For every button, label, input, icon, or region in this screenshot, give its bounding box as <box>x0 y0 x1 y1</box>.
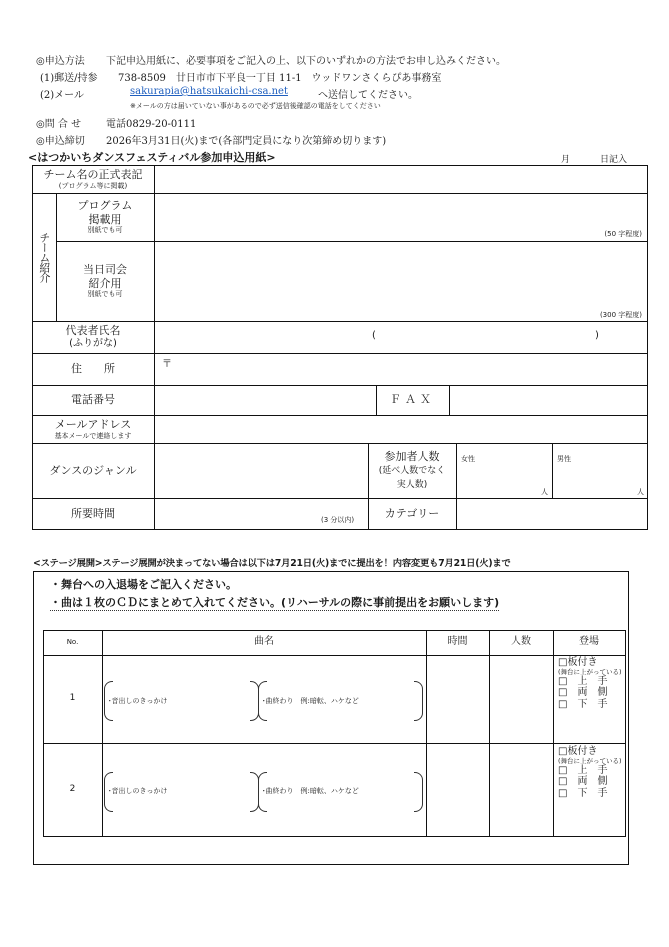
cue-end: ･曲終わり 例:暗転、ハケなど <box>262 697 359 705</box>
program-label-cell <box>56 193 154 241</box>
program-intro-field[interactable] <box>156 195 646 239</box>
entry-side-checkbox[interactable]: □ 両 側 <box>558 776 608 788</box>
cue-start: ･音出しのきっかけ <box>108 787 168 795</box>
method-text: 下記申込用紙に、必要事項をご記入の上、以下のいずれかの方法でお申し込みください。 <box>106 56 506 67</box>
form-title: <はつかいちダンスフェスティバル参加申込用紙> <box>28 151 276 164</box>
month-label: 月 <box>561 155 571 165</box>
mc-label-cell <box>56 241 154 321</box>
method-label: ◎申込方法 <box>36 56 85 67</box>
participants-sub-2: 実人数) <box>396 479 428 490</box>
team-name-label: チーム名の正式表記 <box>43 167 143 181</box>
rep-sub: (ふりがな) <box>69 337 117 349</box>
entry-note: (舞台に上がっている) <box>558 667 622 676</box>
male-label: 男性 <box>557 455 571 463</box>
bracket-right <box>414 772 423 812</box>
stage-col-divider <box>553 630 554 837</box>
time-field[interactable] <box>428 745 487 834</box>
col-divider <box>154 165 155 530</box>
participants-sub-1: (延べ人数でなく <box>378 466 446 477</box>
mc-sub: 別紙でも可 <box>87 290 123 299</box>
male-unit: 人 <box>637 488 644 496</box>
day-label: 日記入 <box>600 155 628 165</box>
cue-start: ･音出しのきっかけ <box>108 697 168 705</box>
mail-suffix: へ送信してください。 <box>318 90 418 101</box>
mc-limit: (300 字程度) <box>599 311 642 319</box>
col-header-time: 時間 <box>447 636 468 648</box>
duration-limit: (3 分以内) <box>321 516 355 524</box>
genre-label-cell <box>32 443 154 498</box>
col-header-song: 曲名 <box>254 636 274 648</box>
category-label-cell <box>368 498 456 530</box>
col-divider <box>449 385 450 415</box>
email-field[interactable] <box>156 417 646 441</box>
team-intro-label: チーム紹介 <box>37 232 51 282</box>
col-header-entry: 登場 <box>579 636 599 648</box>
program-sub: 別紙でも可 <box>87 226 123 235</box>
stage-row-divider <box>43 655 626 656</box>
cue-end: ･曲終わり 例:暗転、ハケなど <box>262 787 359 795</box>
entry-options <box>558 746 622 799</box>
mail-address-link[interactable]: sakurapia@hatsukaichi-csa.net <box>130 86 288 97</box>
phone-label-cell <box>32 385 154 415</box>
people-field[interactable] <box>491 745 551 834</box>
team-name-sub: (プログラム等に掲載) <box>58 181 128 190</box>
entry-option-board-checkbox[interactable]: □板付き <box>558 657 598 668</box>
mc-label-2: 紹介用 <box>88 276 122 290</box>
people-field[interactable] <box>491 657 551 741</box>
time-field[interactable] <box>428 657 487 741</box>
email-sub: 基本メールで連絡します <box>54 431 132 440</box>
post-text: 738-8509 廿日市市下平良一丁目 11-1 ウッドワンさくらぴあ事務室 <box>118 73 442 84</box>
address-field[interactable] <box>156 355 646 383</box>
stage-col-divider <box>426 630 427 837</box>
rep-paren-open: ( <box>372 330 376 341</box>
rep-label: 代表者氏名 <box>65 323 121 337</box>
row-no: 1 <box>69 693 76 704</box>
phone-field[interactable] <box>156 387 374 413</box>
inquiry-label: ◎問 合 せ <box>36 119 82 130</box>
fax-label-cell <box>376 385 449 415</box>
program-label-2: 掲載用 <box>88 212 122 226</box>
fax-label: ＦＡＸ <box>390 393 435 407</box>
female-count-field[interactable] <box>458 445 550 496</box>
participants-label-cell <box>368 443 456 498</box>
participants-label: 参加者人数 <box>384 449 440 463</box>
mc-label-1: 当日司会 <box>83 262 127 276</box>
entry-side-checkbox[interactable]: □ 両 側 <box>558 687 608 699</box>
phone-label: 電話番号 <box>71 393 115 407</box>
bracket-right <box>414 681 423 721</box>
entry-side-checkbox[interactable]: □ 上 手 <box>558 764 608 776</box>
col-divider <box>456 443 457 530</box>
address-label: 住 所 <box>71 362 115 376</box>
mail-note: ※メールの方は届いていない事があるので必ず送信後確認の電話をしてください <box>130 102 381 110</box>
fax-field[interactable] <box>451 387 646 413</box>
genre-field[interactable] <box>156 445 366 496</box>
rep-paren-close: ) <box>595 330 599 341</box>
row-no: 2 <box>69 783 76 794</box>
email-label: メールアドレス <box>54 417 132 431</box>
deadline-label: ◎申込締切 <box>36 136 85 147</box>
duration-label-cell <box>32 498 154 530</box>
post-label: (1)郵送/持参 <box>40 73 98 84</box>
female-label: 女性 <box>461 455 475 463</box>
team-intro-label-cell <box>32 193 56 321</box>
stage-note-1: ・舞台への入退場をご記入ください。 <box>50 578 237 591</box>
stage-col-divider <box>625 630 626 837</box>
postal-mark: 〒 <box>162 359 172 370</box>
col-header-no: No. <box>66 638 79 647</box>
rep-name-field[interactable] <box>156 323 646 351</box>
program-limit: (50 字程度) <box>604 230 642 238</box>
female-unit: 人 <box>541 488 548 496</box>
address-label-cell <box>32 353 154 385</box>
stage-heading: <ステージ展開>ステージ展開が決まってない場合は以下は7月21日(火)までに提出を！内容変更も7月21日(火)まで <box>33 558 511 569</box>
entry-note: (舞台に上がっている) <box>558 756 622 765</box>
stage-row-divider <box>43 743 626 744</box>
category-field[interactable] <box>458 500 646 528</box>
duration-label: 所要時間 <box>71 507 115 521</box>
entry-side-checkbox[interactable]: □ 上 手 <box>558 675 608 687</box>
deadline-text: 2026年3月31日(火)まで(各部門定員になり次第締め切ります) <box>106 136 387 147</box>
team-name-field[interactable] <box>156 167 646 192</box>
email-label-cell <box>32 415 154 443</box>
stage-col-divider <box>489 630 490 837</box>
stage-col-divider <box>102 630 103 837</box>
entry-option-board-checkbox[interactable]: □板付き <box>558 746 598 757</box>
category-label: カテゴリー <box>384 507 440 521</box>
entry-options <box>558 657 622 710</box>
male-count-field[interactable] <box>554 445 646 496</box>
mail-label: (2)メール <box>40 90 84 101</box>
col-header-people: 人数 <box>511 636 531 648</box>
rep-label-cell <box>32 321 154 353</box>
program-label-1: プログラム <box>77 198 133 212</box>
entry-side-checkbox[interactable]: □ 下 手 <box>558 698 608 710</box>
entry-side-checkbox[interactable]: □ 下 手 <box>558 787 608 799</box>
mc-intro-field[interactable] <box>156 243 646 319</box>
stage-note-2: ・曲は１枚のＣＤにまとめて入れてください。(リハーサルの際に事前提出をお願いします) <box>50 596 500 609</box>
genre-label: ダンスのジャンル <box>49 463 137 477</box>
stage-row-divider <box>43 836 626 837</box>
team-name-label-cell <box>32 165 154 193</box>
col-divider <box>552 443 553 498</box>
inquiry-text: 電話0829-20-0111 <box>106 119 197 130</box>
